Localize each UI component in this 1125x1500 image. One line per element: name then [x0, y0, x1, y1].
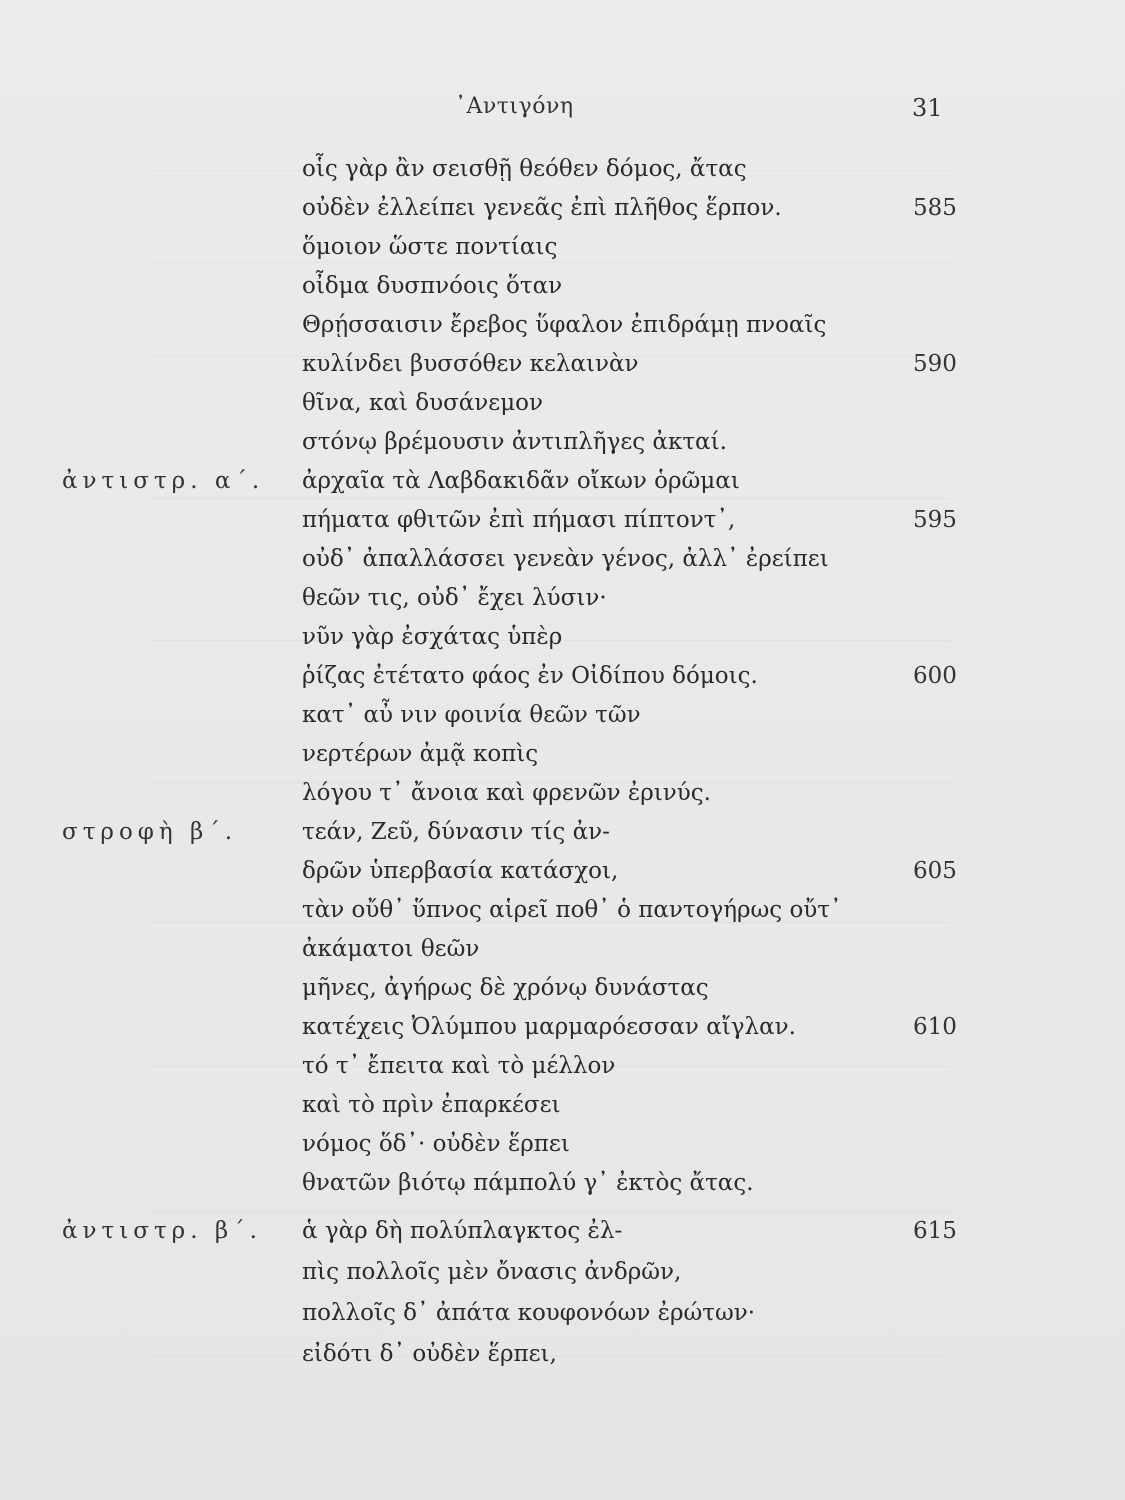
- strophe-marker: στροφὴ β΄.: [62, 819, 238, 845]
- verse-line: [0, 1092, 1125, 1132]
- verse-text: δρῶν ὑπερβασία κατάσχοι,: [302, 858, 619, 884]
- line-number: 610: [913, 1014, 957, 1040]
- verse-text: νερτέρων ἀμᾷ κοπὶς: [302, 741, 539, 767]
- verse-text: καὶ τὸ πρὶν ἐπαρκέσει: [302, 1092, 561, 1118]
- verse-text: ἀρχαῖα τὰ Λαβδακιδᾶν οἴκων ὁρῶμαι: [302, 468, 740, 494]
- verse-line: [0, 312, 1125, 352]
- verse-line: [0, 936, 1125, 976]
- verse-line: [0, 507, 1125, 547]
- line-number: 585: [913, 195, 957, 221]
- verse-line: [0, 1259, 1125, 1299]
- verse-line: [0, 1170, 1125, 1210]
- verse-text: ῥίζας ἐτέτατο φάος ἐν Οἰδίπου δόμοις.: [302, 663, 758, 689]
- verse-line: [0, 195, 1125, 235]
- verse-text: οἷς γὰρ ἂν σεισθῇ θεόθεν δόμος, ἄτας: [302, 156, 747, 182]
- verse-text: κατέχεις Ὀλύμπου μαρμαρόεσσαν αἴγλαν.: [302, 1014, 796, 1040]
- line-number: 615: [913, 1218, 957, 1244]
- verse-text: κατ᾽ αὖ νιν φοινία θεῶν τῶν: [302, 702, 641, 728]
- verse-line: [0, 156, 1125, 196]
- verse-text: οὐδ᾽ ἀπαλλάσσει γενεὰν γένος, ἀλλ᾽ ἐρείπει: [302, 546, 829, 572]
- verse-line: [0, 663, 1125, 703]
- line-number: 590: [913, 351, 957, 377]
- verse-line: [0, 624, 1125, 664]
- verse-text: Θρῄσσαισιν ἔρεβος ὕφαλον ἐπιδράμῃ πνοαῖς: [302, 312, 827, 338]
- verse-text: οἶδμα δυσπνόοις ὅταν: [302, 273, 563, 299]
- verse-line: [0, 1341, 1125, 1381]
- verse-text: νῦν γὰρ ἐσχάτας ὑπὲρ: [302, 624, 563, 650]
- verse-text: τὰν οὔθ᾽ ὕπνος αἱρεῖ ποθ᾽ ὁ παντογήρως οὔτ᾽: [302, 897, 842, 923]
- verse-line: [0, 702, 1125, 742]
- verse-line: [0, 1014, 1125, 1054]
- verse-line: [0, 1218, 1125, 1258]
- verse-text: ἁ γὰρ δὴ πολύπλαγκτος ἐλ-: [302, 1218, 623, 1244]
- verse-line: [0, 897, 1125, 937]
- verse-text: κυλίνδει βυσσόθεν κελαινὰν: [302, 351, 639, 377]
- line-number: 600: [913, 663, 957, 689]
- page-header: [0, 94, 1125, 128]
- verse-text: πήματα φθιτῶν ἐπὶ πήμασι πίπτοντ᾽,: [302, 507, 736, 533]
- verse-text: θῖνα, καὶ δυσάνεμον: [302, 390, 543, 416]
- verse-line: [0, 819, 1125, 859]
- verse-text: θνατῶν βιότῳ πάμπολύ γ᾽ ἐκτὸς ἄτας.: [302, 1170, 754, 1196]
- verse-text: στόνῳ βρέμουσιν ἀντιπλῆγες ἀκταί.: [302, 429, 727, 455]
- verse-text: θεῶν τις, οὐδ᾽ ἔχει λύσιν·: [302, 585, 607, 611]
- verse-line: [0, 351, 1125, 391]
- verse-text: τό τ᾽ ἔπειτα καὶ τὸ μέλλον: [302, 1053, 616, 1079]
- verse-text: εἰδότι δ᾽ οὐδὲν ἕρπει,: [302, 1341, 557, 1367]
- verse-line: [0, 429, 1125, 469]
- page-number: 31: [912, 94, 943, 122]
- running-title: ᾿Αντιγόνη: [455, 94, 574, 119]
- verse-text: τεάν, Ζεῦ, δύνασιν τίς ἀν-: [302, 819, 610, 845]
- verse-text: νόμος ὅδ᾽· οὐδὲν ἕρπει: [302, 1131, 570, 1157]
- verse-text: ἀκάματοι θεῶν: [302, 936, 480, 962]
- verse-line: [0, 1131, 1125, 1171]
- verse-text: οὐδὲν ἐλλείπει γενεᾶς ἐπὶ πλῆθος ἕρπον.: [302, 195, 782, 221]
- verse-line: [0, 1300, 1125, 1340]
- verse-line: [0, 468, 1125, 508]
- verse-text: ὅμοιον ὥστε ποντίαις: [302, 234, 558, 260]
- verse-line: [0, 546, 1125, 586]
- verse-line: [0, 273, 1125, 313]
- verse-line: [0, 390, 1125, 430]
- verse-text: μῆνες, ἀγήρως δὲ χρόνῳ δυνάστας: [302, 975, 709, 1001]
- verse-text: λόγου τ᾽ ἄνοια καὶ φρενῶν ἐρινύς.: [302, 780, 711, 806]
- verse-line: [0, 741, 1125, 781]
- verse-line: [0, 585, 1125, 625]
- line-number: 605: [913, 858, 957, 884]
- verse-line: [0, 780, 1125, 820]
- verse-line: [0, 234, 1125, 274]
- strophe-marker: ἀντιστρ. β΄.: [62, 1218, 262, 1244]
- verse-text: πολλοῖς δ᾽ ἀπάτα κουφονόων ἐρώτων·: [302, 1300, 756, 1326]
- verse-line: [0, 1053, 1125, 1093]
- verse-text: πὶς πολλοῖς μὲν ὄνασις ἀνδρῶν,: [302, 1259, 682, 1285]
- verse-line: [0, 975, 1125, 1015]
- verse-line: [0, 858, 1125, 898]
- line-number: 595: [913, 507, 957, 533]
- strophe-marker: ἀντιστρ. α΄.: [62, 468, 265, 494]
